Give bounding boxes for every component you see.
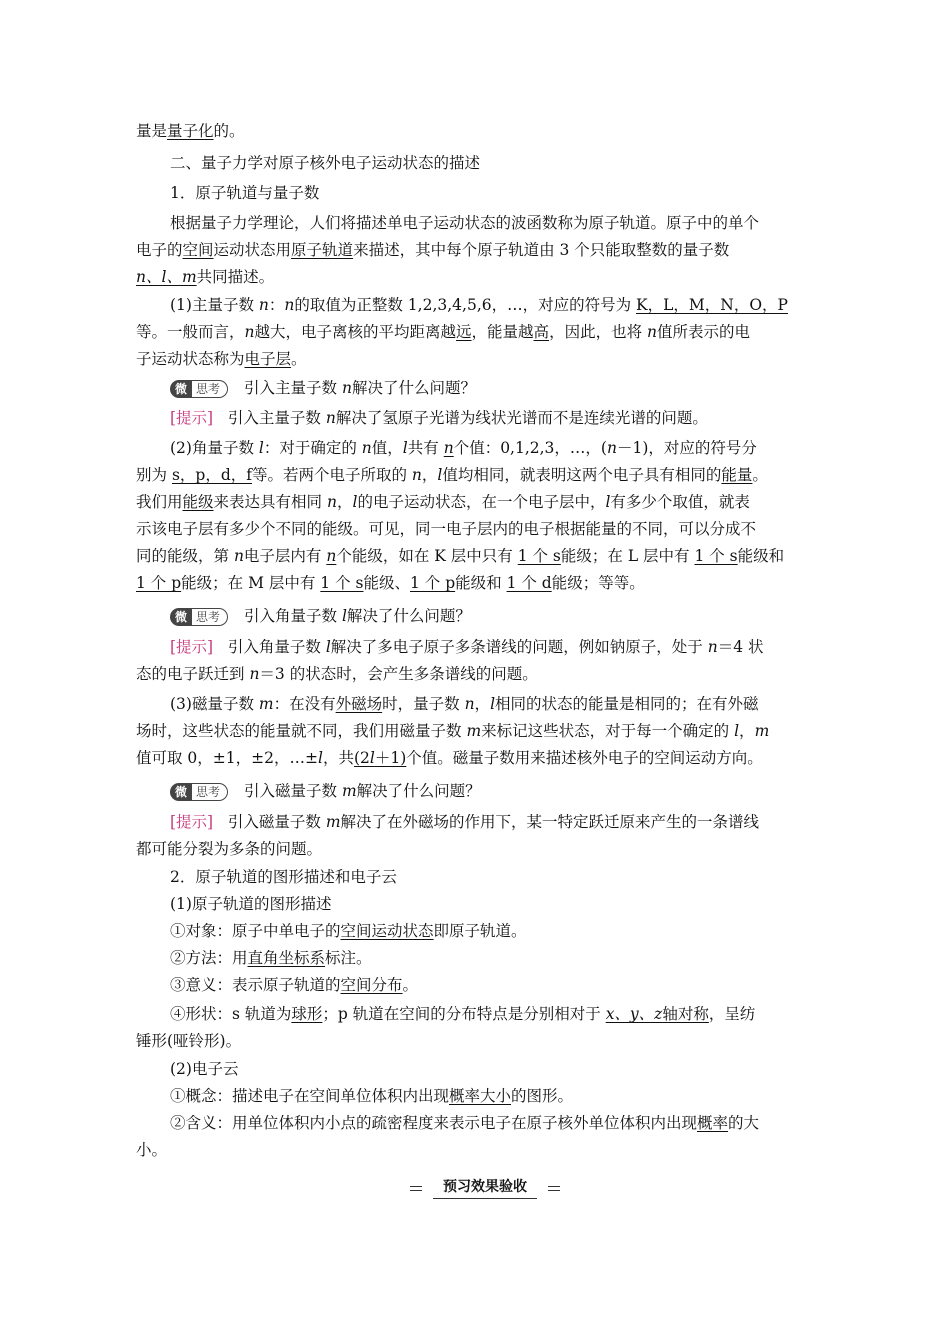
paragraph-line: 我们用能级来表达具有相同 n，l的电子运动状态，在一个电子层中，l有多少个取值，就表 bbox=[136, 493, 750, 511]
paragraph-line: 别为 s，p，d，f等。若两个电子所取的 n，l值均相同，就表明这两个电子具有相同的能量。 bbox=[136, 466, 768, 484]
paragraph-line: 电子的空间运动状态用原子轨道来描述，其中每个原子轨道由 3 个只能取整数的量子数 bbox=[136, 241, 730, 259]
hint-label: [提示] bbox=[170, 813, 214, 831]
banner-title: 预习效果验收 bbox=[433, 1176, 537, 1199]
paragraph-line: 1 个 p能级；在 M 层中有 1 个 s能级、1 个 p能级和 1 个 d能级；等等。 bbox=[136, 574, 645, 592]
think-question: 微 思考 引入主量子数 n解决了什么问题？ bbox=[170, 378, 476, 399]
paragraph-line: (2)电子云 bbox=[170, 1060, 239, 1078]
paragraph-line: 子运动状态称为电子层。 bbox=[136, 350, 307, 368]
paragraph-line: 示该电子层有多少个不同的能级。可见，同一电子层内的电子根据能量的不同，可以分成不 bbox=[136, 520, 757, 538]
hint-answer: [提示] 引入磁量子数 m解决了在外磁场的作用下，某一特定跃迁原来产生的一条谱线 bbox=[170, 813, 760, 831]
paragraph-line: 量是量子化的。 bbox=[136, 122, 245, 140]
hint-answer: [提示] 引入主量子数 n解决了氢原子光谱为线状光谱而不是连续光谱的问题。 bbox=[170, 409, 708, 427]
list-item: ①概念：描述电子在空间单位体积内出现概率大小的图形。 bbox=[170, 1087, 574, 1105]
think-badge-icon: 微 思考 bbox=[170, 781, 228, 801]
think-badge-icon: 微 思考 bbox=[170, 378, 228, 398]
list-item-cont: 锤形(哑铃形)。 bbox=[136, 1032, 242, 1050]
paragraph-line: 等。一般而言，n越大，电子离核的平均距离越远，能量越高，因此，也将 n值所表示的电 bbox=[136, 323, 750, 341]
paragraph-line: n、l、m共同描述。 bbox=[136, 268, 275, 286]
list-item-cont: 小。 bbox=[136, 1141, 168, 1159]
paragraph-line: (1)原子轨道的图形描述 bbox=[170, 895, 332, 913]
paragraph-line: 场时，这些状态的能量就不同，我们用磁量子数 m来标记这些状态，对于每一个确定的 l，m bbox=[136, 722, 770, 740]
paragraph-line: (1)主量子数 n：n的取值为正整数 1,2,3,4,5,6，…，对应的符号为 K，L，M，N，O，P bbox=[170, 296, 788, 314]
subsection-heading: 2．原子轨道的图形描述和电子云 bbox=[170, 868, 397, 886]
list-item: ①对象：原子中单电子的空间运动状态即原子轨道。 bbox=[170, 922, 527, 940]
section-heading: 二、量子力学对原子核外电子运动状态的描述 bbox=[170, 154, 481, 172]
hint-label: [提示] bbox=[170, 409, 214, 427]
paragraph-line: 根据量子力学理论，人们将描述单电子运动状态的波函数称为原子轨道。原子中的单个 bbox=[170, 214, 760, 232]
hint-label: [提示] bbox=[170, 638, 214, 656]
list-item: ②含义：用单位体积内小点的疏密程度来表示电子在原子核外单位体积内出现概率的大 bbox=[170, 1114, 760, 1132]
section-footer-banner bbox=[410, 1176, 560, 1198]
paragraph-line: (3)磁量子数 m：在没有外磁场时，量子数 n，l相同的状态的能量是相同的；在有外磁 bbox=[170, 695, 759, 713]
paragraph-line: (2)角量子数 l：对于确定的 n值，l共有 n个值：0,1,2,3，…，(n－1)，对应的符号分 bbox=[170, 439, 757, 457]
banner-right-rule bbox=[548, 1186, 560, 1191]
paragraph-line: 值可取 0，±1，±2，…±l，共(2l＋1)个值。磁量子数用来描述核外电子的空间运动方向。 bbox=[136, 749, 763, 767]
hint-answer-cont: 态的电子跃迁到 n＝3 的状态时，会产生多条谱线的问题。 bbox=[136, 665, 538, 683]
list-item: ④形状：s 轨道为球形；p 轨道在空间的分布特点是分别相对于 x、y、z轴对称，呈纺 bbox=[170, 1005, 756, 1023]
hint-answer-cont: 都可能分裂为多条的问题。 bbox=[136, 840, 323, 858]
think-question: 微 思考 引入磁量子数 m解决了什么问题？ bbox=[170, 781, 481, 802]
think-question: 微 思考 引入角量子数 l解决了什么问题？ bbox=[170, 606, 471, 627]
list-item: ②方法：用直角坐标系标注。 bbox=[170, 949, 372, 967]
think-badge-icon: 微 思考 bbox=[170, 606, 228, 626]
paragraph-line: 同的能级，第 n电子层内有 n个能级，如在 K 层中只有 1 个 s能级；在 L 层中有 1 个 s能级和 bbox=[136, 547, 785, 565]
subsection-heading: 1．原子轨道与量子数 bbox=[170, 184, 320, 202]
list-item: ③意义：表示原子轨道的空间分布。 bbox=[170, 976, 419, 994]
hint-answer: [提示] 引入角量子数 l解决了多电子原子多条谱线的问题，例如钠原子，处于 n＝4 状 bbox=[170, 638, 764, 656]
banner-left-rule bbox=[410, 1186, 422, 1191]
